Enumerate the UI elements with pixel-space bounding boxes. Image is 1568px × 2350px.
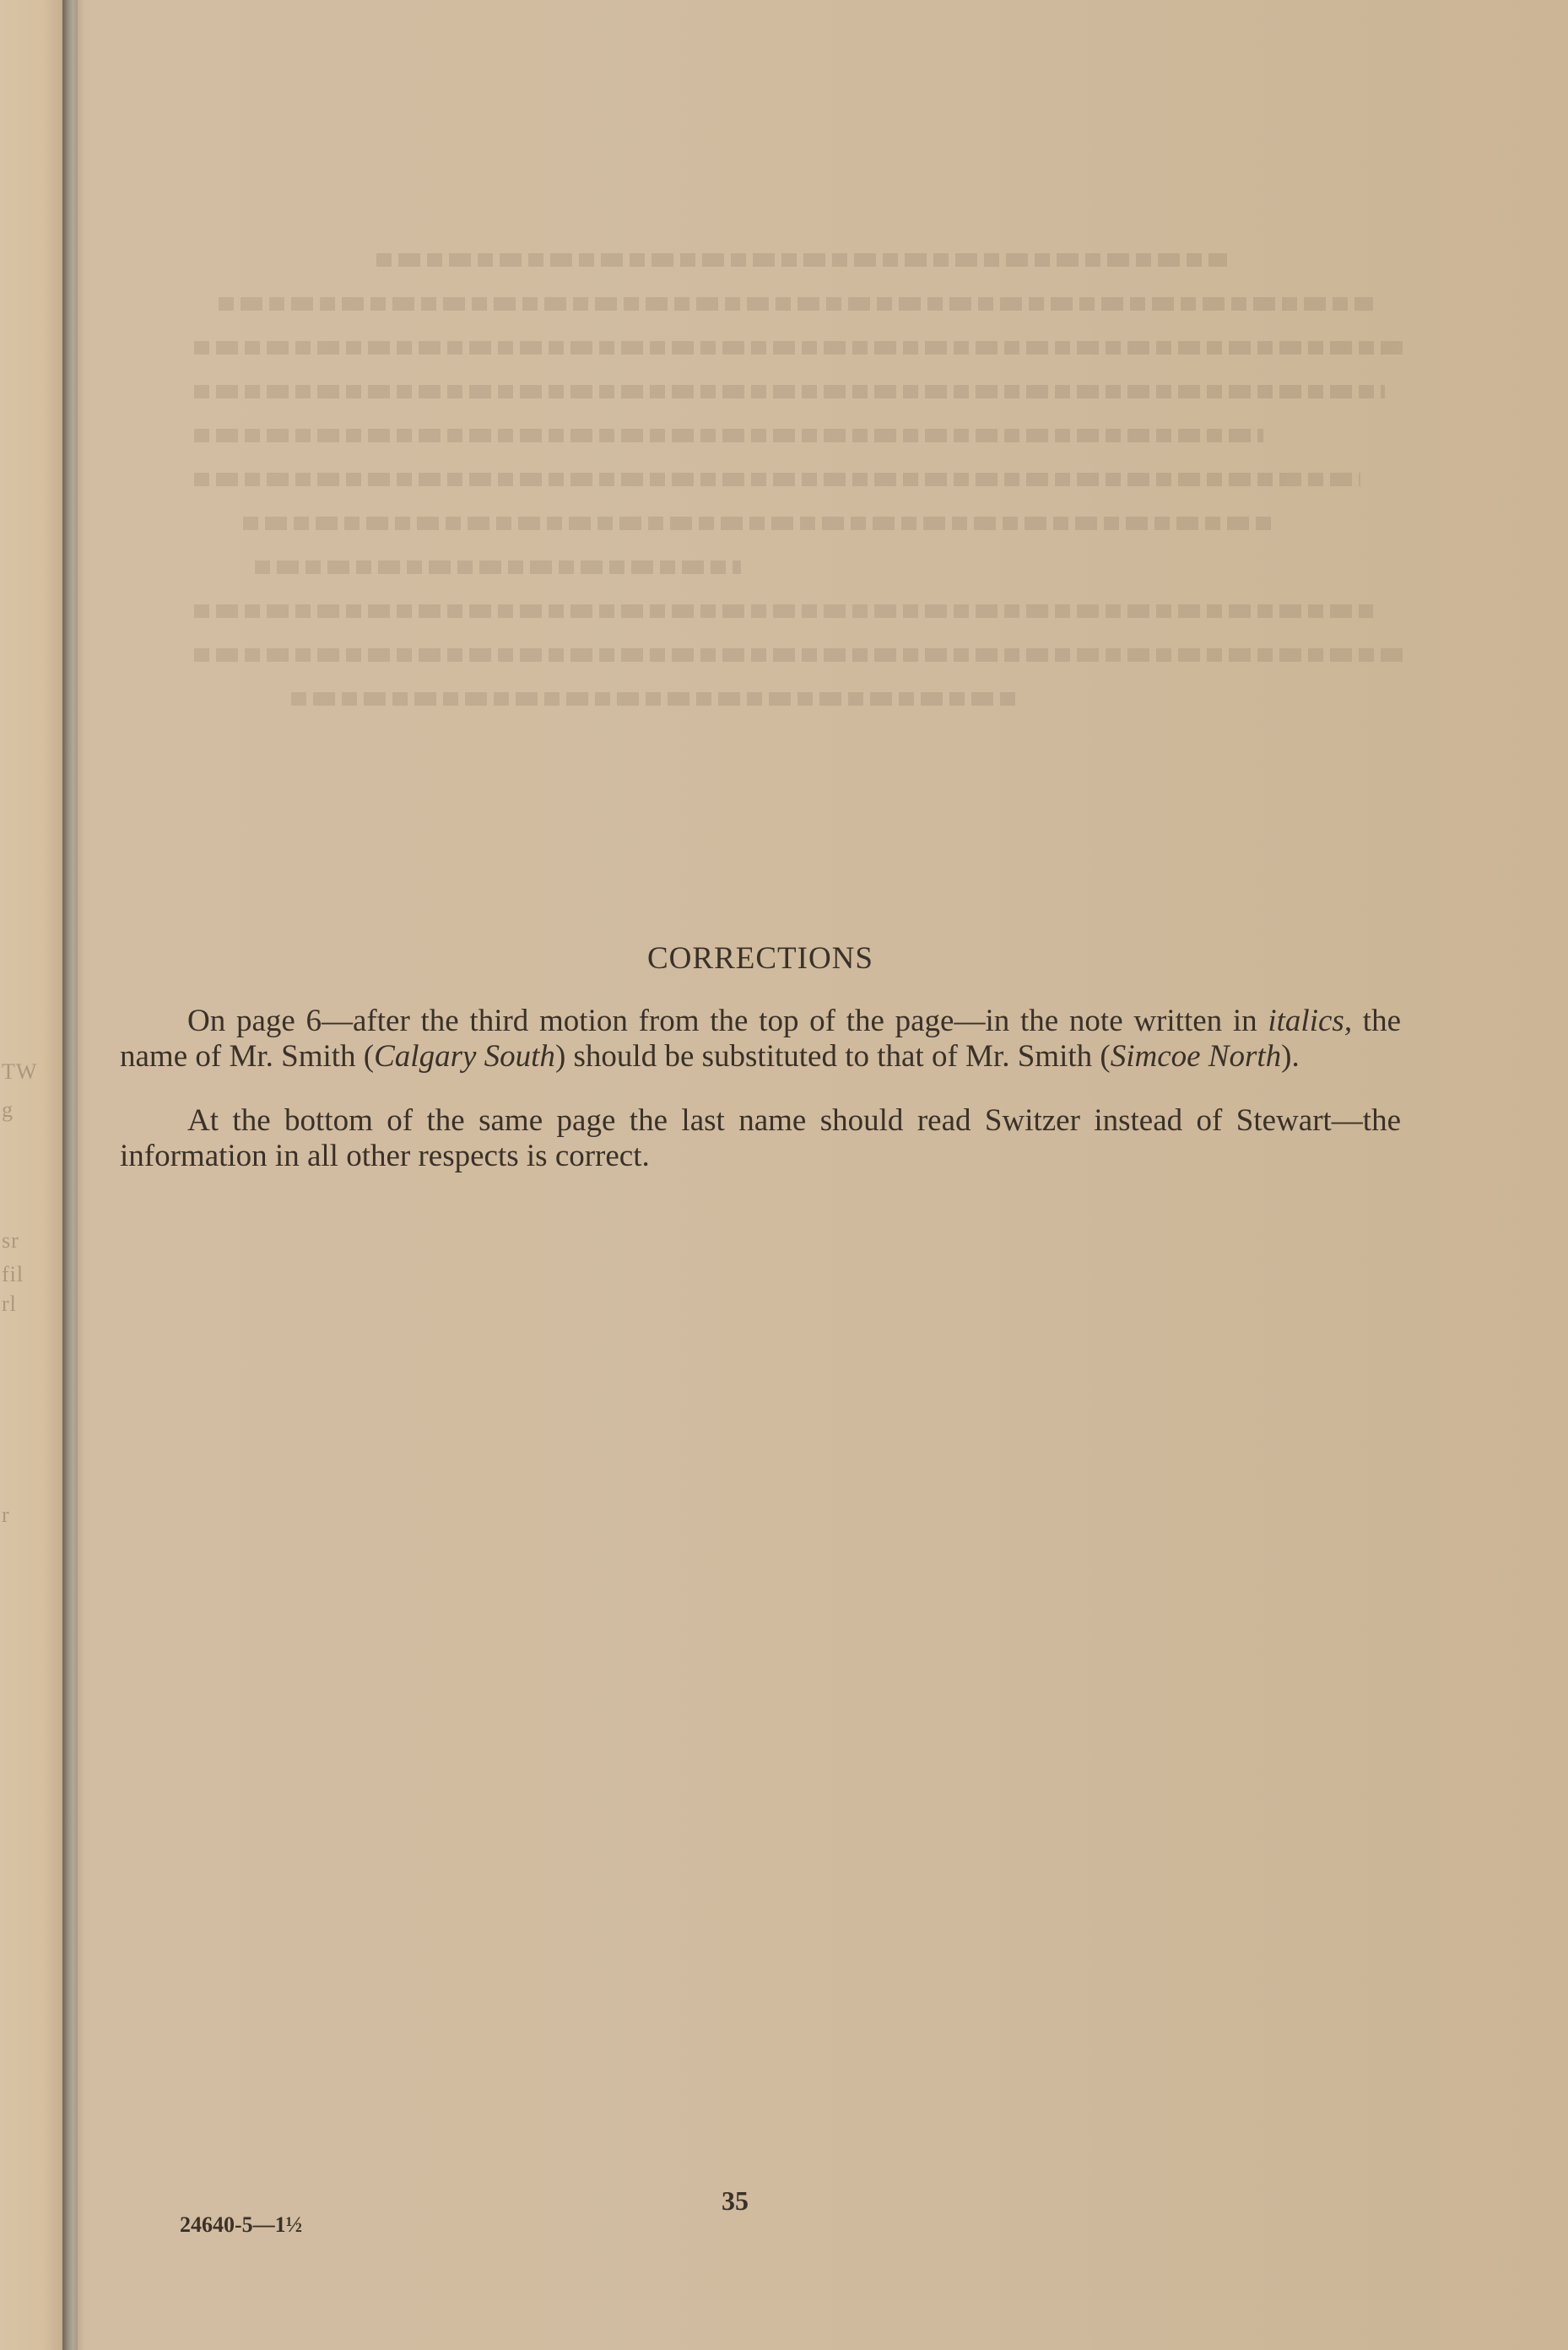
facing-page-fragment: rl bbox=[2, 1291, 17, 1316]
paragraph-text: ) should be substituted to that of Mr. Smith ( bbox=[554, 1039, 1111, 1074]
page-title: CORRECTIONS bbox=[647, 941, 873, 976]
show-through-text bbox=[194, 253, 1409, 945]
constituency-name: Simcoe North bbox=[1110, 1039, 1282, 1074]
constituency-name: Calgary South bbox=[374, 1039, 555, 1074]
facing-page-edge bbox=[0, 0, 62, 2350]
page-number: 35 bbox=[722, 2185, 749, 2216]
paragraph-text: ). bbox=[1281, 1039, 1300, 1074]
correction-paragraph bbox=[120, 1004, 1401, 1075]
gutter-shadow bbox=[78, 0, 84, 2350]
facing-page-fragment: g bbox=[2, 1097, 14, 1122]
paragraph-text: the name of Mr. Smith ( bbox=[120, 1004, 1402, 1074]
italic-text: italics, bbox=[1268, 1004, 1353, 1038]
print-code: 24640-5—1½ bbox=[180, 2212, 303, 2237]
facing-page-fragment: r bbox=[2, 1503, 10, 1527]
corrections-notice bbox=[120, 941, 1401, 1203]
facing-page-fragment: fil bbox=[2, 1262, 24, 1286]
book-gutter bbox=[62, 0, 78, 2350]
paragraph-text: On page 6—after the third motion from the top of the page—in the note written in bbox=[187, 1004, 1268, 1038]
facing-page-fragment: sr bbox=[2, 1228, 19, 1253]
facing-page-fragment: TW bbox=[2, 1059, 38, 1084]
correction-paragraph: At the bottom of the same page the last name should read Switzer instead of Stewart—the information in all other respects is correct. bbox=[120, 1103, 1401, 1173]
